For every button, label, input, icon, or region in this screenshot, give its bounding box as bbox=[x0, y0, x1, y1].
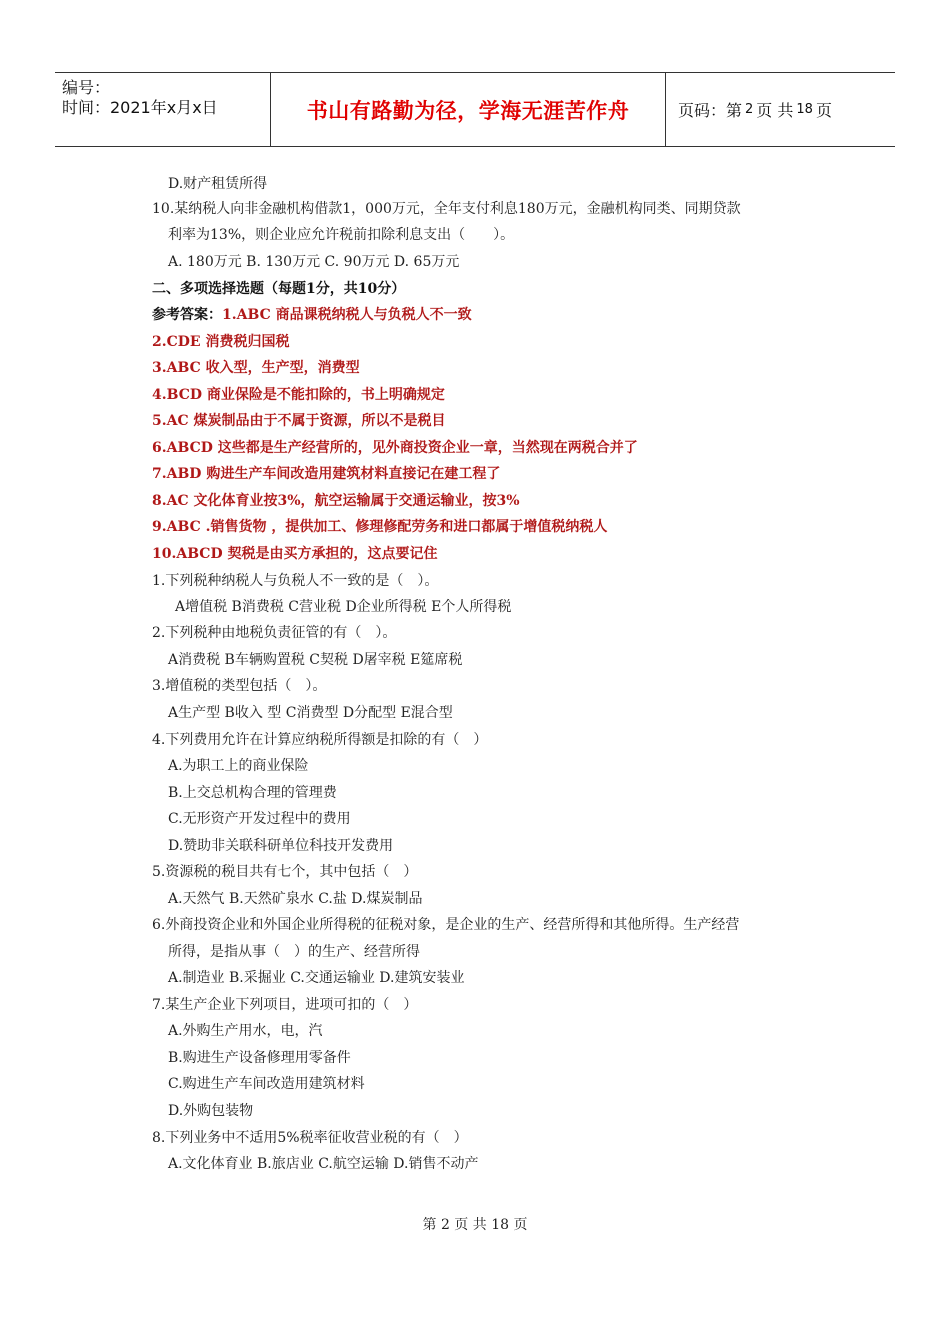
text-line: 3.ABC 收入型，生产型，消费型 bbox=[152, 360, 360, 376]
text-line: B.购进生产设备修理用零备件 bbox=[168, 1050, 351, 1066]
text-line: 4.BCD 商业保险是不能扣除的，书上明确规定 bbox=[152, 387, 445, 403]
text-line: D.外购包装物 bbox=[168, 1103, 254, 1119]
text-line: A增值税 B消费税 C营业税 D企业所得税 E个人所得税 bbox=[175, 599, 512, 615]
text-line: A.外购生产用水，电，汽 bbox=[168, 1023, 323, 1039]
text-line: 8.下列业务中不适用5%税率征收营业税的有（ ） bbox=[152, 1130, 468, 1146]
text-line: 8.AC 文化体育业按3%，航空运输属于交通运输业，按3% bbox=[152, 493, 520, 509]
page-total: 18 bbox=[796, 102, 813, 117]
text-line: D.财产租赁所得 bbox=[168, 176, 268, 192]
text-line: A消费税 B车辆购置税 C契税 D屠宰税 E筵席税 bbox=[168, 652, 463, 668]
text-line: D.赞助非关联科研单位科技开发费用 bbox=[168, 838, 394, 854]
page-mid: 页 共 bbox=[756, 101, 794, 120]
answer-text: 1.ABC 商品课税纳税人与负税人不一致 bbox=[222, 307, 472, 323]
text-line: C.购进生产车间改造用建筑材料 bbox=[168, 1076, 365, 1092]
text-line: A. 180万元 B. 130万元 C. 90万元 D. 65万元 bbox=[168, 254, 460, 270]
text-line: 二、多项选择选题（每题1分，共10分） bbox=[152, 281, 406, 297]
text-line: 9.ABC .销售货物 ，提供加工、修理修配劳务和进口都属于增值税纳税人 bbox=[152, 519, 608, 535]
text-line: 10.某纳税人向非金融机构借款1，000万元，全年支付利息180万元，金融机构同类、同期贷款 bbox=[152, 201, 741, 217]
motto: 书山有路勤为径，学海无涯苦作舟 bbox=[306, 98, 630, 123]
text-line: 2.CDE 消费税归国税 bbox=[152, 334, 290, 350]
text-line: 6.外商投资企业和外国企业所得税的征税对象，是企业的生产、经营所得和其他所得。生产经营 bbox=[152, 917, 740, 933]
text-line: 利率为13%，则企业应允许税前扣除利息支出（ ）。 bbox=[168, 227, 515, 243]
page-prefix: 页码：第 bbox=[678, 101, 743, 120]
page-number: 2 bbox=[745, 102, 754, 117]
text-line: A.为职工上的商业保险 bbox=[168, 758, 309, 774]
page-suffix: 页 bbox=[815, 101, 832, 120]
text-line: 所得，是指从事（ ）的生产、经营所得 bbox=[168, 944, 420, 960]
text-line: A.天然气 B.天然矿泉水 C.盐 D.煤炭制品 bbox=[168, 891, 423, 907]
text-line: A.文化体育业 B.旅店业 C.航空运输 D.销售不动产 bbox=[168, 1156, 479, 1172]
page-header bbox=[55, 72, 895, 147]
page-indicator bbox=[666, 73, 895, 146]
header-motto-cell bbox=[270, 73, 666, 146]
text-line: 3.增值税的类型包括（ ）。 bbox=[152, 678, 327, 694]
page-footer: 第 2 页 共 18 页 bbox=[422, 1217, 528, 1233]
answer-label: 参考答案： bbox=[152, 307, 222, 323]
text-line: 1.下列税种纳税人与负税人不一致的是（ ）。 bbox=[152, 573, 439, 589]
text-line: A.制造业 B.采掘业 C.交通运输业 D.建筑安装业 bbox=[168, 970, 465, 986]
text-line bbox=[152, 305, 472, 325]
number-label: 编号： bbox=[62, 78, 111, 97]
text-line: 5.资源税的税目共有七个，其中包括（ ） bbox=[152, 864, 418, 880]
text-line: 7.ABD 购进生产车间改造用建筑材料直接记在建工程了 bbox=[152, 466, 501, 482]
text-line: C.无形资产开发过程中的费用 bbox=[168, 811, 351, 827]
header-left bbox=[55, 73, 270, 146]
text-line: 5.AC 煤炭制品由于不属于资源，所以不是税目 bbox=[152, 413, 446, 429]
text-line: 6.ABCD 这些都是生产经营所的，见外商投资企业一章，当然现在两税合并了 bbox=[152, 440, 638, 456]
time-label: 时间：2021年x月x日 bbox=[62, 98, 218, 117]
text-line: B.上交总机构合理的管理费 bbox=[168, 785, 337, 801]
text-line: 10.ABCD 契税是由买方承担的，这点要记住 bbox=[152, 546, 438, 562]
text-line: 4.下列费用允许在计算应纳税所得额是扣除的有（ ） bbox=[152, 732, 488, 748]
text-line: A生产型 B收入 型 C消费型 D分配型 E混合型 bbox=[168, 705, 453, 721]
text-line: 2.下列税种由地税负责征管的有（ ）。 bbox=[152, 625, 397, 641]
text-line: 7.某生产企业下列项目，进项可扣的（ ） bbox=[152, 997, 418, 1013]
